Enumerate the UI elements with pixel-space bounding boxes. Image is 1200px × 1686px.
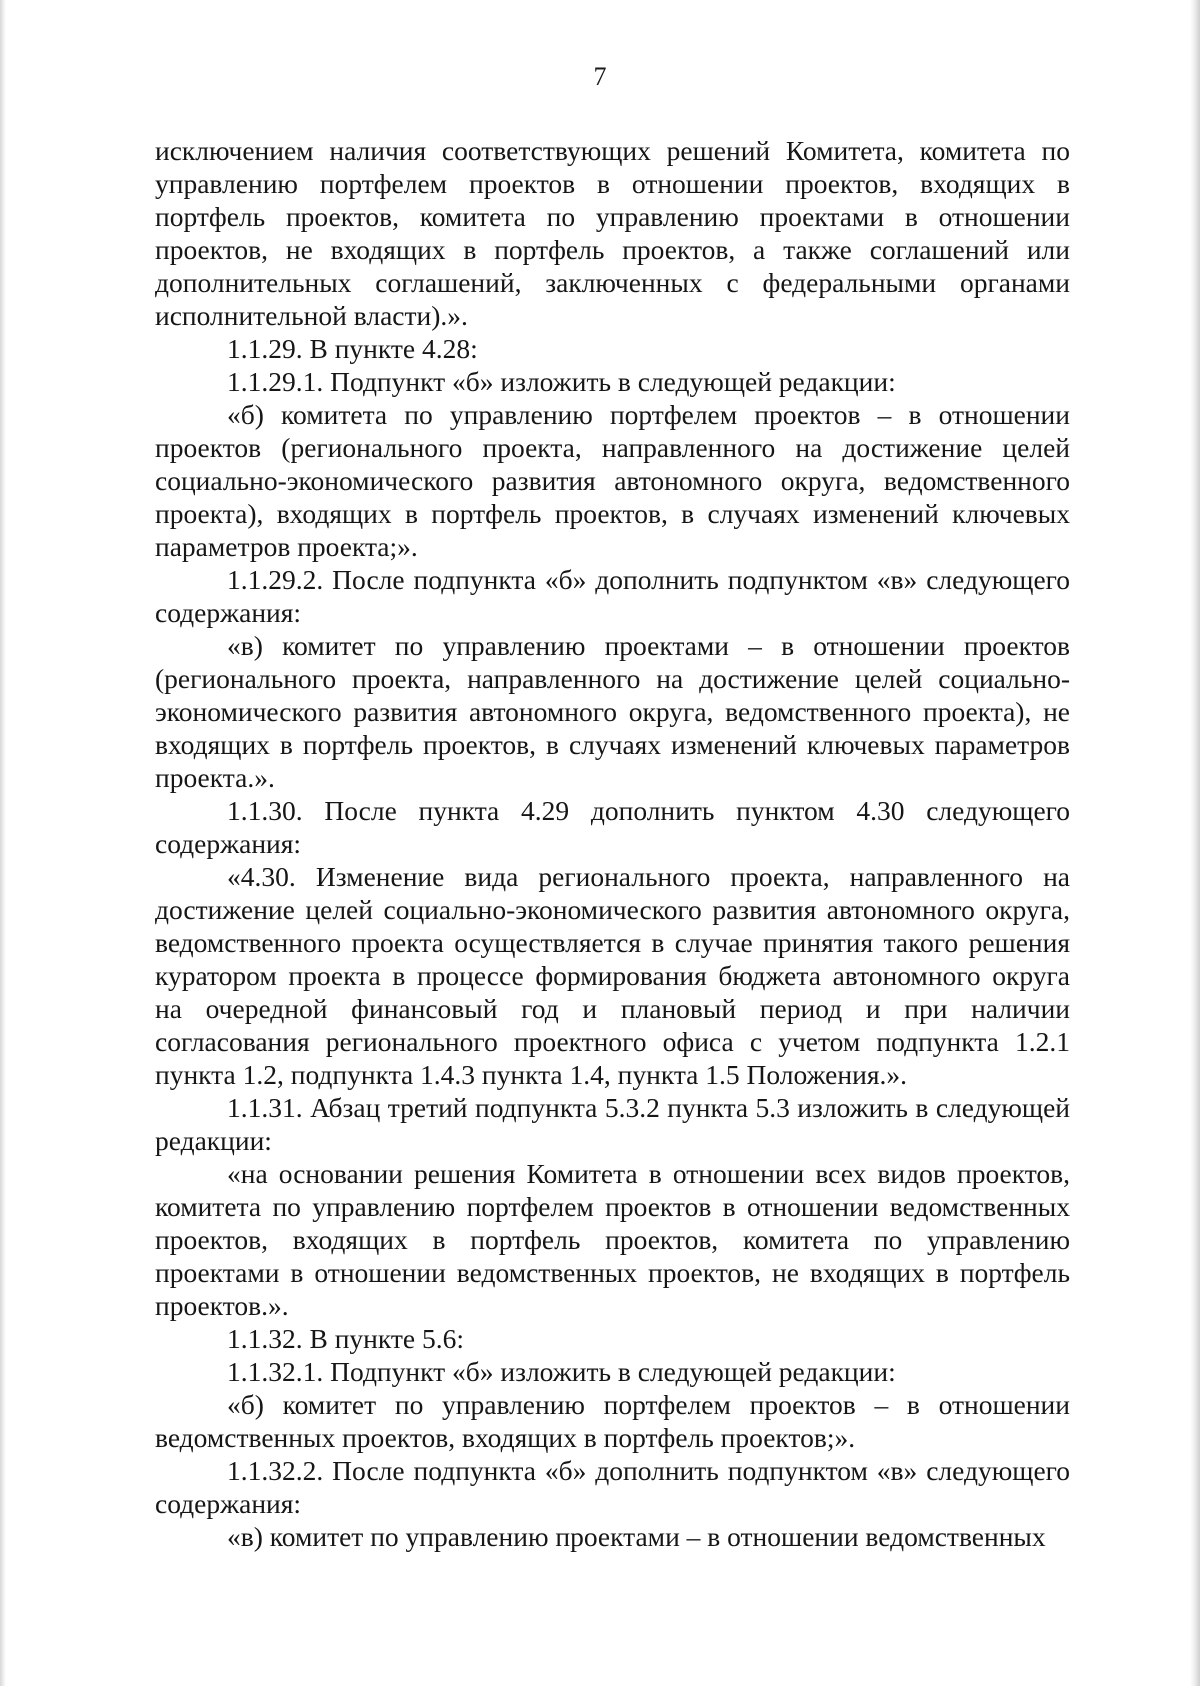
paragraph-1-1-32-2: 1.1.32.2. После подпункта «б» дополнить подпунктом «в» следующего содержания: <box>155 1455 1070 1519</box>
paragraph-1-1-32-1: 1.1.32.1. Подпункт «б» изложить в следующей редакции: <box>227 1356 896 1387</box>
paragraph-quote-v: «в) комитет по управлению проектами – в отношении проектов (регионального проекта, направленного на достижение целей социально-экономического развития автономного округа, ведомственного проекта), не входящих в портфель проектов, в случаях изменений ключевых параметров проекта.». <box>155 630 1070 793</box>
paragraph-1-1-29-1: 1.1.29.1. Подпункт «б» изложить в следующей редакции: <box>227 366 896 397</box>
paragraph-1-1-29-2: 1.1.29.2. После подпункта «б» дополнить подпунктом «в» следующего содержания: <box>155 564 1070 628</box>
paragraph-1-1-31: 1.1.31. Абзац третий подпункта 5.3.2 пункта 5.3 изложить в следующей редакции: <box>155 1092 1070 1156</box>
paragraph-quote-b-2: «б) комитет по управлению портфелем проектов – в отношении ведомственных проектов, входящих в портфель проектов;». <box>155 1389 1070 1453</box>
paragraph-continuation: исключением наличия соответствующих решений Комитета, комитета по управлению портфелем проектов в отношении проектов, входящих в портфель проектов, комитета по управлению проектами в отношении проектов, не входящих в портфель проектов, а также соглашений или дополнительных соглашений, заключенных с федеральными органами исполнительной власти).». <box>155 135 1070 331</box>
paragraph-1-1-30: 1.1.30. После пункта 4.29 дополнить пунктом 4.30 следующего содержания: <box>155 795 1070 859</box>
paragraph-1-1-32: 1.1.32. В пункте 5.6: <box>227 1323 465 1354</box>
paragraph-quote-basis: «на основании решения Комитета в отношении всех видов проектов, комитета по управлению портфелем проектов в отношении ведомственных проектов, входящих в портфель проектов, комитета по управлению проектами в отношении ведомственных проектов, не входящих в портфель проектов.». <box>155 1158 1070 1321</box>
paragraph-quote-b: «б) комитета по управлению портфелем проектов – в отношении проектов (регионального проекта, направленного на достижение целей социально-экономического развития автономного округа, ведомственного проекта), входящих в портфель проектов, в случаях изменений ключевых параметров проекта;». <box>155 399 1070 562</box>
paragraph-quote-v-2: «в) комитет по управлению проектами – в отношении ведомственных <box>227 1521 1046 1552</box>
paragraph-1-1-29: 1.1.29. В пункте 4.28: <box>227 333 478 364</box>
document-body <box>155 134 1070 1553</box>
page-number: 7 <box>593 62 607 91</box>
scan-edge-right <box>1190 0 1200 1686</box>
paragraph-quote-4-30: «4.30. Изменение вида регионального проекта, направленного на достижение целей социально-экономического развития автономного округа, ведомственного проекта осуществляется в случае принятия такого решения куратором проекта в процессе формирования бюджета автономного округа на очередной финансовый год и плановый период и при наличии согласования регионального проектного офиса с учетом подпункта 1.2.1 пункта 1.2, подпункта 1.4.3 пункта 1.4, пункта 1.5 Положения.». <box>155 861 1070 1090</box>
scan-edge-left <box>0 0 6 1686</box>
